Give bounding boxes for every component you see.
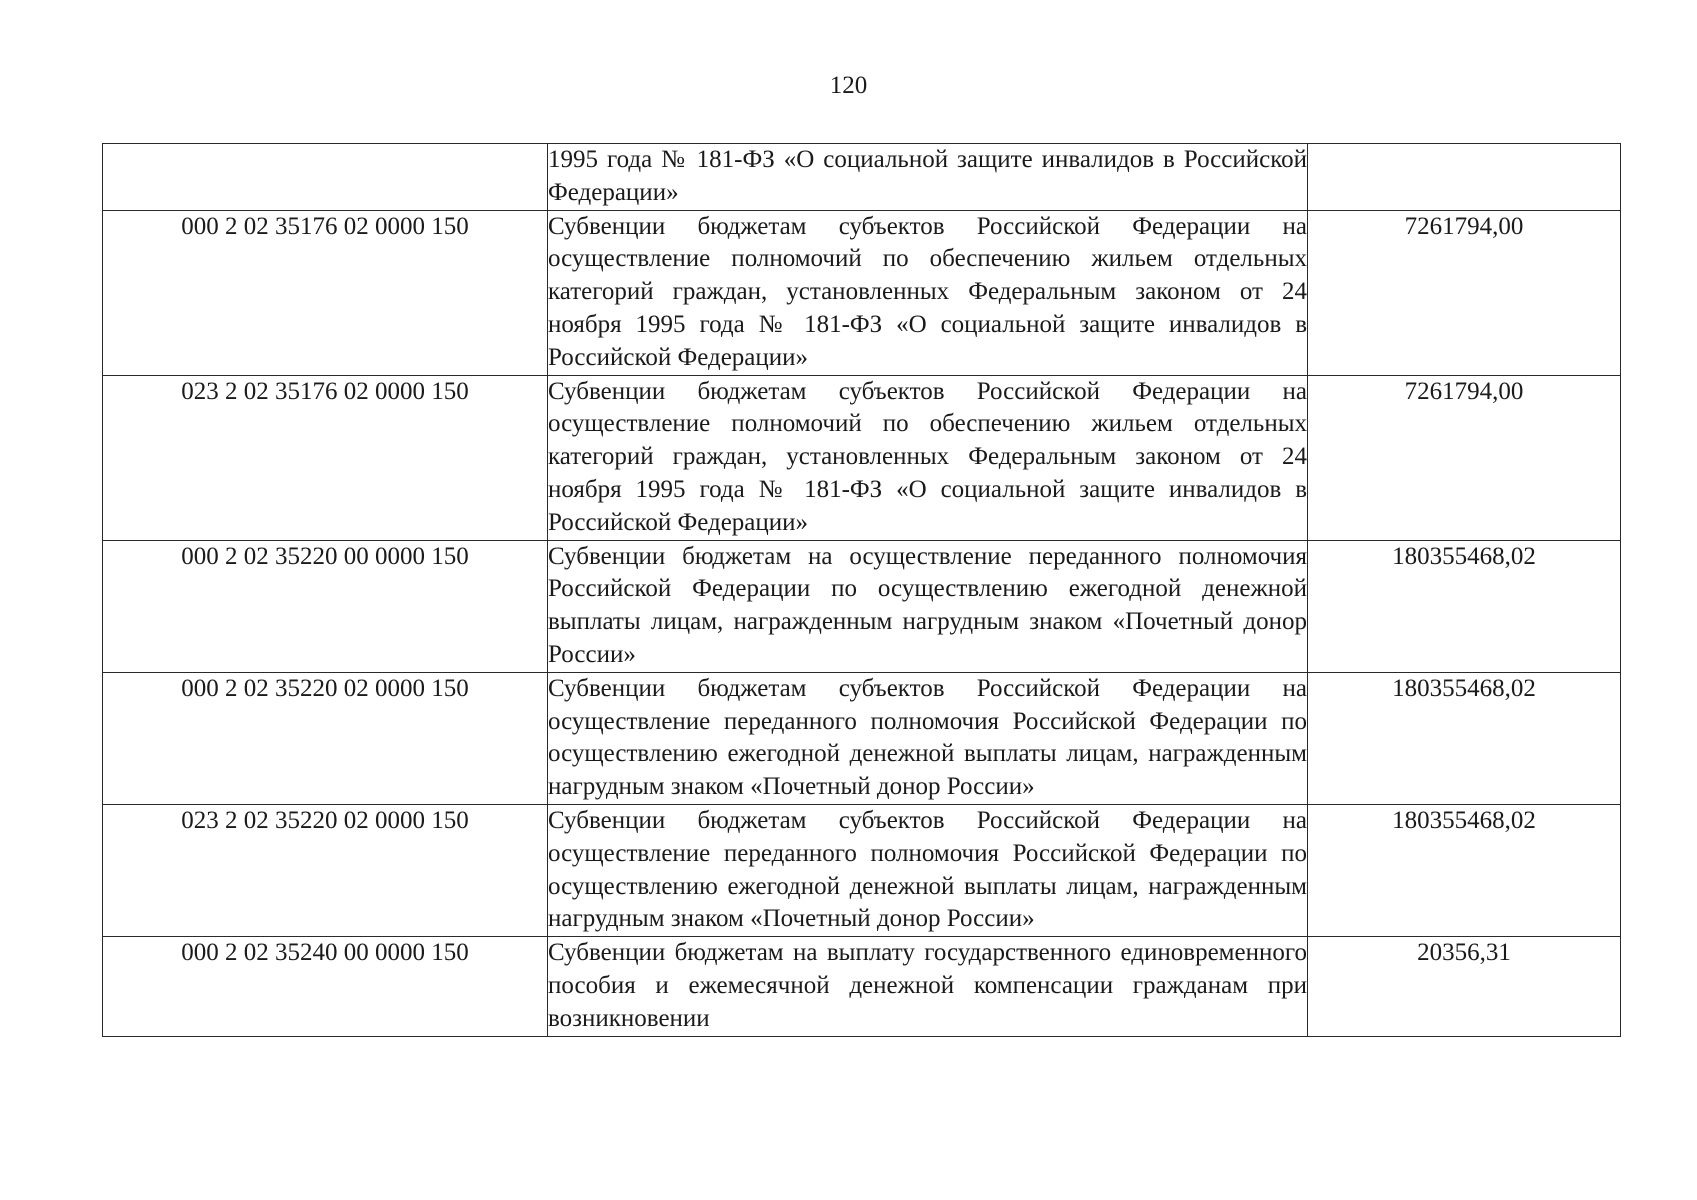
table-row xyxy=(103,144,1621,211)
budget-code-cell: 023 2 02 35220 02 0000 150 xyxy=(103,804,548,936)
budget-code-cell xyxy=(103,144,548,211)
table-row xyxy=(103,937,1621,1036)
amount-cell xyxy=(1308,144,1621,211)
description-cell: 1995 года № 181-ФЗ «О социальной защите инвалидов в Российской Федерации» xyxy=(548,144,1308,211)
amount-cell: 180355468,02 xyxy=(1308,672,1621,804)
table-row xyxy=(103,375,1621,540)
amount-cell: 20356,31 xyxy=(1308,937,1621,1036)
table-row xyxy=(103,540,1621,672)
page-number: 120 xyxy=(829,72,868,99)
table-row xyxy=(103,804,1621,936)
budget-code-cell: 000 2 02 35220 00 0000 150 xyxy=(103,540,548,672)
amount-cell: 7261794,00 xyxy=(1308,375,1621,540)
budget-code-cell: 000 2 02 35220 02 0000 150 xyxy=(103,672,548,804)
description-cell: Субвенции бюджетам субъектов Российской Федерации на осуществление переданного полномочия Российской Федерации по осуществлению ежегодной денежной выплаты лицам, награжденным нагрудным знаком «Почетный донор России» xyxy=(548,672,1308,804)
description-cell: Субвенции бюджетам на осуществление переданного полномочия Российской Федерации по осуществлению ежегодной денежной выплаты лицам, награжденным нагрудным знаком «Почетный донор России» xyxy=(548,540,1308,672)
amount-cell: 7261794,00 xyxy=(1308,210,1621,375)
table-row xyxy=(103,672,1621,804)
description-cell: Субвенции бюджетам субъектов Российской Федерации на осуществление полномочий по обеспечению жильем отдельных категорий граждан, установленных Федеральным законом от 24 ноября 1995 года № 181-ФЗ «О социальной защите инвалидов в Российской Федерации» xyxy=(548,210,1308,375)
budget-code-cell: 023 2 02 35176 02 0000 150 xyxy=(103,375,548,540)
description-cell: Субвенции бюджетам субъектов Российской Федерации на осуществление переданного полномочия Российской Федерации по осуществлению ежегодной денежной выплаты лицам, награжденным нагрудным знаком «Почетный донор России» xyxy=(548,804,1308,936)
description-cell: Субвенции бюджетам на выплату государственного единовременного пособия и ежемесячной денежной компенсации гражданам при возникновении xyxy=(548,937,1308,1036)
table-row xyxy=(103,210,1621,375)
budget-revenue-table xyxy=(102,143,1621,1037)
amount-cell: 180355468,02 xyxy=(1308,804,1621,936)
budget-code-cell: 000 2 02 35176 02 0000 150 xyxy=(103,210,548,375)
description-cell: Субвенции бюджетам субъектов Российской Федерации на осуществление полномочий по обеспечению жильем отдельных категорий граждан, установленных Федеральным законом от 24 ноября 1995 года № 181-ФЗ «О социальной защите инвалидов в Российской Федерации» xyxy=(548,375,1308,540)
budget-code-cell: 000 2 02 35240 00 0000 150 xyxy=(103,937,548,1036)
amount-cell: 180355468,02 xyxy=(1308,540,1621,672)
